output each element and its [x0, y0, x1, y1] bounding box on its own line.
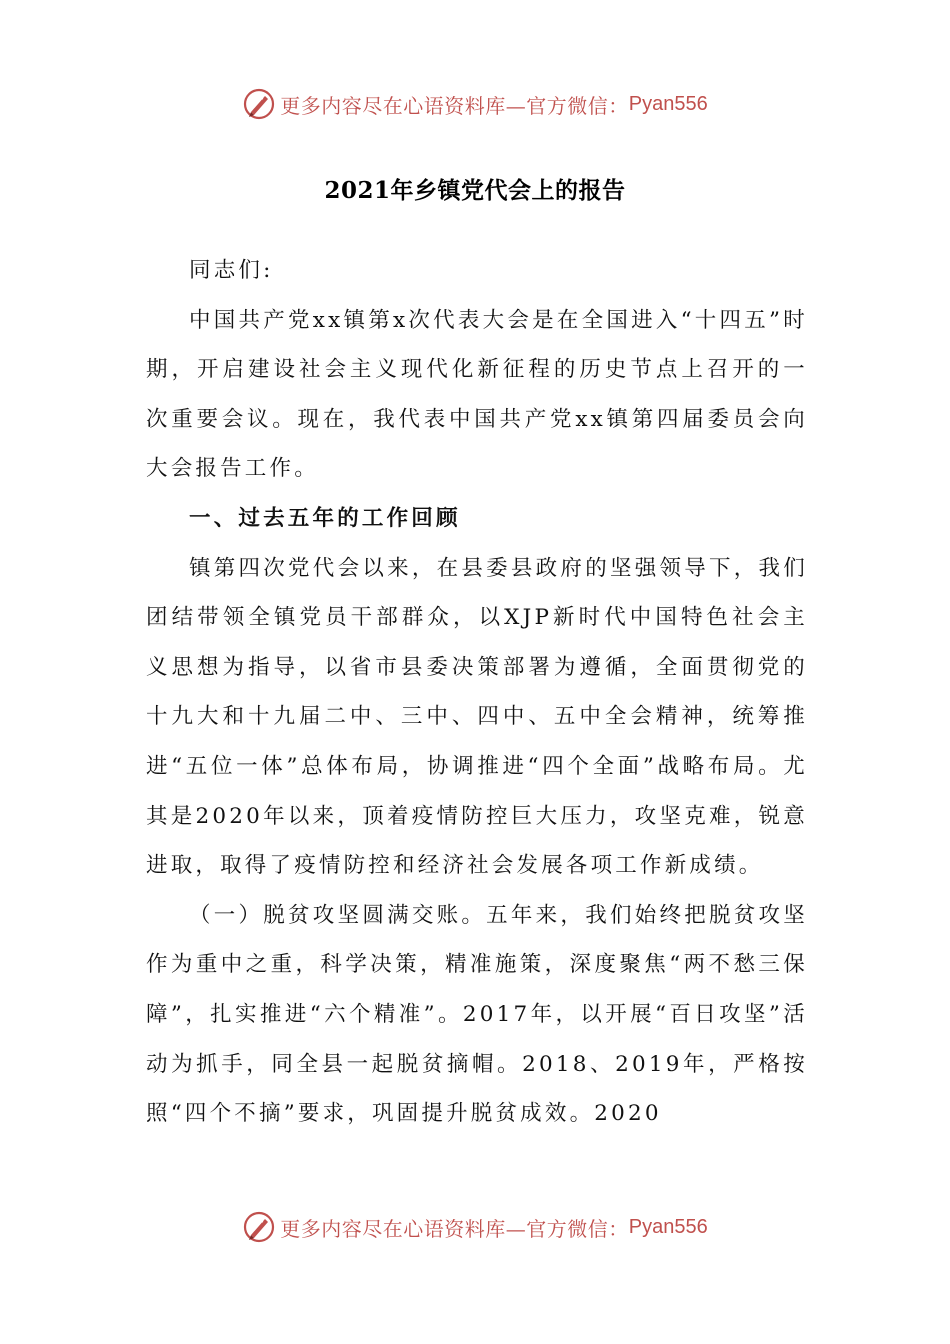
greeting: 同志们:: [189, 258, 274, 283]
document-title: 2021年乡镇党代会上的报告: [324, 177, 626, 204]
watermark-header: [0, 84, 950, 124]
watermark-text: 更多内容尽在心语资料库—官方微信：: [280, 93, 629, 118]
pen-logo-icon: [242, 87, 276, 121]
section-heading: 一、过去五年的工作回顾: [189, 505, 461, 531]
watermark-text: 更多内容尽在心语资料库—官方微信：: [280, 1216, 629, 1241]
paragraph-intro: 中国共产党xx镇第x次代表大会是在全国进入“十四五”时期，开启建设社会主义现代化新征程的历史节点上召开的一次重要会议。现在，我代表中国共产党xx镇第四届委员会向大会报告工作。: [146, 307, 808, 482]
watermark-wechat-id: Pyan556: [628, 1215, 708, 1238]
pen-logo-icon: [242, 1210, 276, 1244]
watermark-wechat-id: Pyan556: [628, 92, 708, 115]
paragraph-review: 镇第四次党代会以来，在县委县政府的坚强领导下，我们团结带领全镇党员干部群众，以XJP新时代中国特色社会主义思想为指导，以省市县委决策部署为遵循，全面贯彻党的十九大和十九届二中、三中、四中、五中全会精神，统筹推进“五位一体”总体布局，协调推进“四个全面”战略布局。尤其是2020年以来，顶着疫情防控巨大压力，攻坚克难，锐意进取，取得了疫情防控和经济社会发展各项工作新成绩。: [146, 555, 808, 879]
watermark-footer: [0, 1207, 950, 1247]
paragraph-poverty: （一）脱贫攻坚圆满交账。五年来，我们始终把脱贫攻坚作为重中之重，科学决策，精准施策，深度聚焦“两不愁三保障”，扎实推进“六个精准”。2017年，以开展“百日攻坚”活动为抓手，同全县一起脱贫摘帽。2018、2019年，严格按照“四个不摘”要求，巩固提升脱贫成效。2020: [146, 902, 808, 1127]
document-body: [146, 246, 808, 1139]
